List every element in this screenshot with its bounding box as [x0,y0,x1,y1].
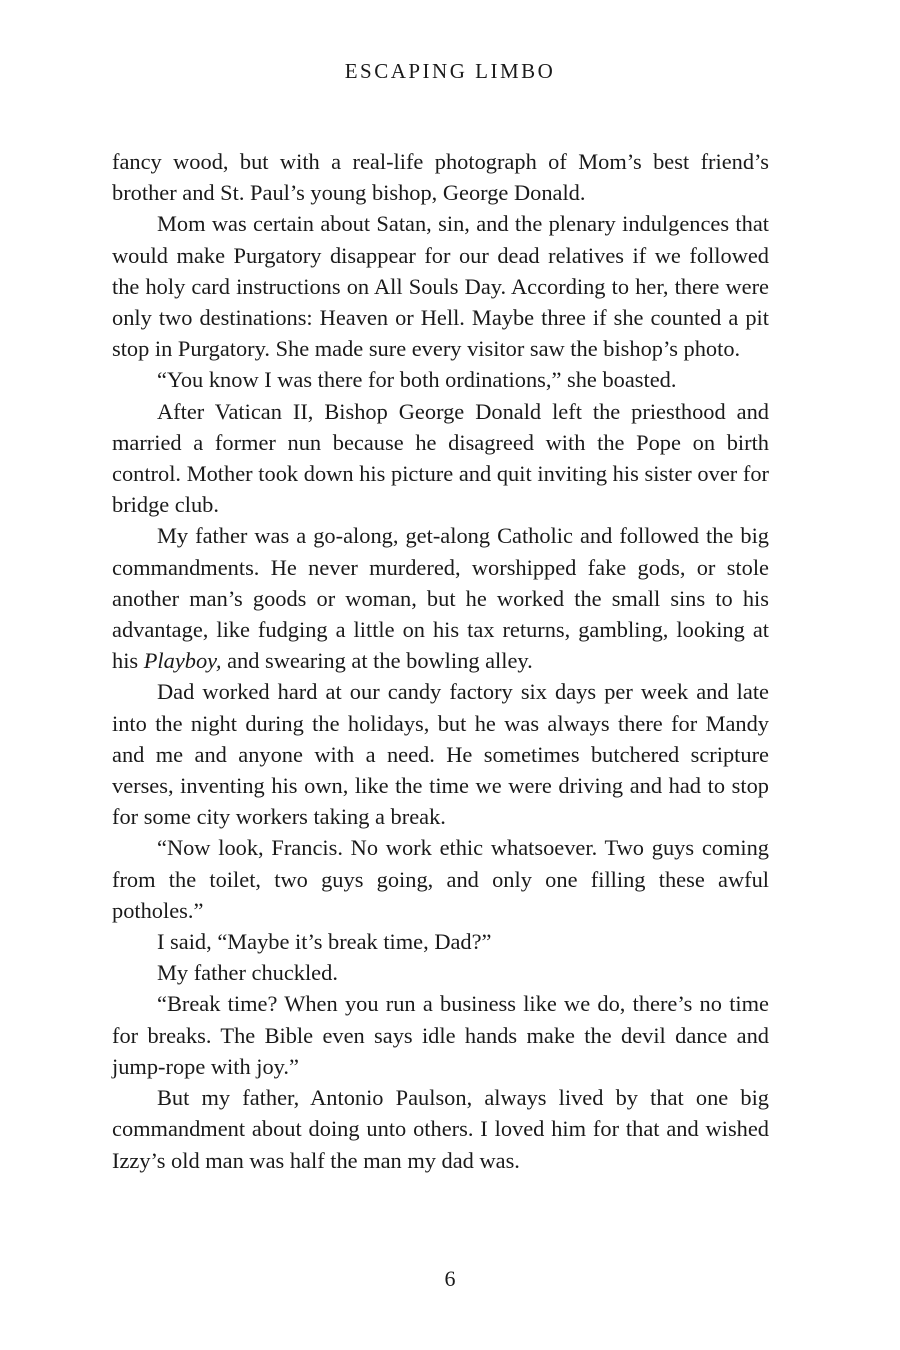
paragraph-text: and swearing at the bowling alley. [221,648,533,674]
magazine-title: Playboy, [143,648,222,674]
paragraph [112,520,769,676]
paragraph: After Vatican II, Bishop George Donald left the priesthood and married a former nun because he disagreed with the Pope on birth control. Mother took down his picture and quit inviting his sister over for bridge club. [112,398,769,518]
paragraph: Dad worked hard at our candy factory six days per week and late into the night during the holidays, but he was always there for Mandy and me and anyone with a need. He sometimes butchered scripture verses, inventing his own, like the time we were driving and had to stop for some city workers taking a break. [112,679,769,830]
paragraph: I said, “Maybe it’s break time, Dad?” [157,929,492,955]
paragraph: “Now look, Francis. No work ethic whatsoever. Two guys coming from the toilet, two guys going, and only one filling these awful potholes.” [112,835,769,923]
paragraph: “You know I was there for both ordinations,” she boasted. [157,367,677,393]
running-head: ESCAPING LIMBO [344,59,556,83]
paragraph: Mom was certain about Satan, sin, and the plenary indulgences that would make Purgatory disappear for our dead relatives if we followed the holy card instructions on All Souls Day. According to her, there were only two destinations: Heaven or Hell. Maybe three if she counted a pit stop in Purgatory. She made sure every visitor saw the bishop’s photo. [112,211,769,362]
paragraph: “Break time? When you run a business like we do, there’s no time for breaks. The Bible even says idle hands make the devil dance and jump-rope with joy.” [112,991,769,1079]
page-number: 6 [444,1266,456,1291]
paragraph: But my father, Antonio Paulson, always lived by that one big commandment about doing unto others. I loved him for that and wished Izzy’s old man was half the man my dad was. [112,1085,769,1173]
paragraph: My father chuckled. [157,960,338,986]
paragraph: fancy wood, but with a real-life photograph of Mom’s best friend’s brother and St. Paul’s young bishop, George Donald. [112,149,769,206]
paragraph-text: My father was a go-along, get-along Catholic and followed the big commandments. He never murdered, worshipped fake gods, or stole another man’s goods or woman, but he worked the small sins to his advantage, like fudging a little on his tax returns, gambling, looking at his [112,523,769,674]
body-text [112,146,769,1176]
